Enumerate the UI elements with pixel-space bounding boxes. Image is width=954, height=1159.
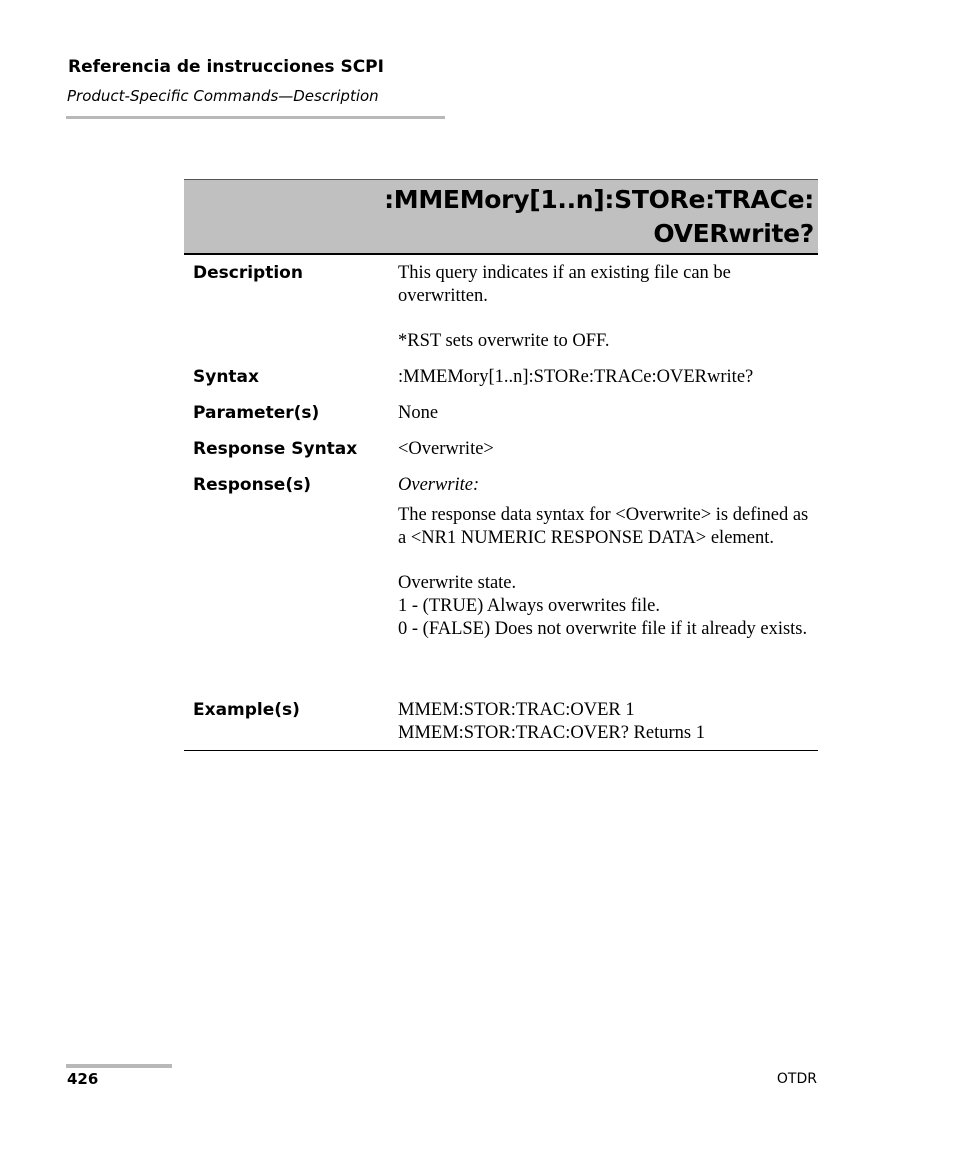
parameters-label: Parameter(s): [193, 403, 320, 423]
footer-rule: [66, 1064, 172, 1068]
examples-label: Example(s): [193, 700, 300, 720]
examples-value: [398, 699, 814, 745]
example-line-2: MMEM:STOR:TRAC:OVER? Returns 1: [398, 723, 705, 743]
command-title: [384, 183, 814, 251]
description-value: [398, 262, 814, 353]
running-header-title: Referencia de instrucciones SCPI: [68, 57, 384, 77]
response-syntax-description: The response data syntax for <Overwrite> is defined as a <NR1 NUMERIC RESPONSE DATA> element.: [398, 505, 809, 548]
description-label: Description: [193, 263, 303, 283]
description-text: This query indicates if an existing file can be overwritten.: [398, 263, 731, 306]
header-rule: [66, 116, 445, 119]
response-name: Overwrite:: [398, 475, 480, 495]
description-rst-text: *RST sets overwrite to OFF.: [398, 331, 610, 351]
command-title-box: [184, 179, 818, 255]
page-number: 426: [67, 1070, 99, 1088]
responses-value: [398, 474, 814, 641]
command-title-line-1: :MMEMory[1..n]:STORe:TRACe:: [384, 185, 814, 214]
response-syntax-value: <Overwrite>: [398, 439, 494, 459]
paragraph-gap: [398, 550, 814, 572]
response-state-line: Overwrite state.: [398, 573, 517, 593]
example-line-1: MMEM:STOR:TRAC:OVER 1: [398, 700, 635, 720]
response-true-line: 1 - (TRUE) Always overwrites file.: [398, 596, 661, 616]
syntax-label: Syntax: [193, 367, 259, 387]
parameters-value: None: [398, 403, 439, 423]
paragraph-gap: [398, 308, 814, 330]
running-header-subtitle: Product-Specific Commands—Description: [67, 87, 379, 105]
command-title-line-2: OVERwrite?: [653, 219, 814, 248]
response-false-line: 0 - (FALSE) Does not overwrite file if it already exists.: [398, 619, 808, 639]
responses-label: Response(s): [193, 475, 311, 495]
product-name: OTDR: [776, 1071, 817, 1087]
table-bottom-rule: [184, 750, 818, 751]
response-syntax-label: Response Syntax: [193, 439, 358, 459]
syntax-value: :MMEMory[1..n]:STORe:TRACe:OVERwrite?: [398, 367, 754, 387]
